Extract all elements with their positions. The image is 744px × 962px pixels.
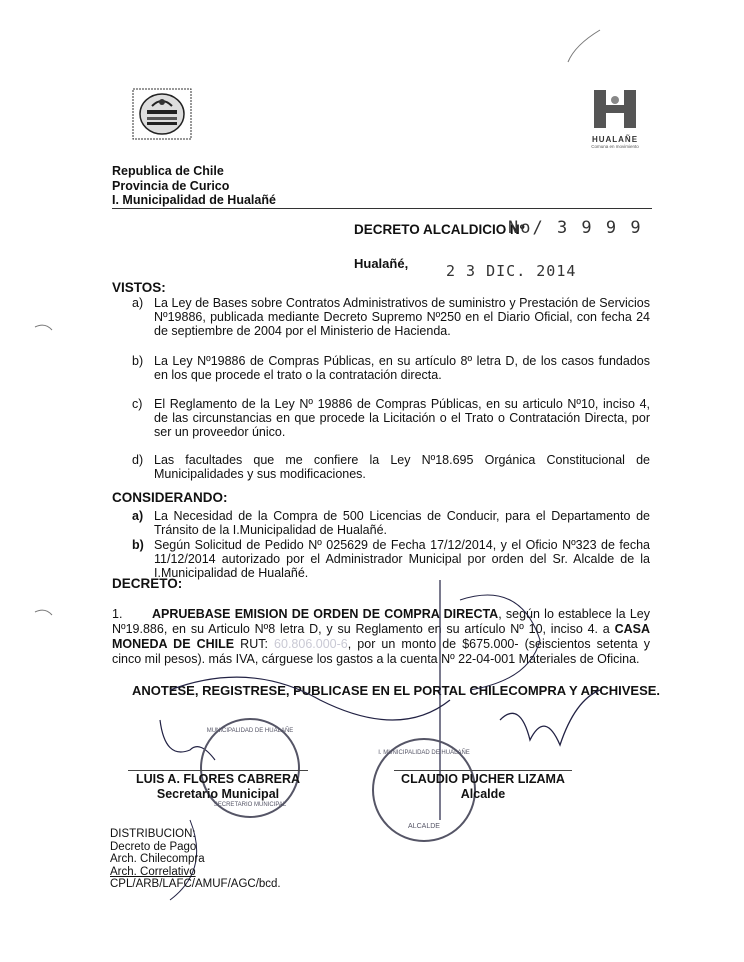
distribution-block [110, 828, 281, 891]
right-signatory-name: CLAUDIO PUCHER LIZAMA [401, 772, 565, 786]
decreto-paragraph-number: 1. [112, 607, 123, 621]
decreto-text-3: , por un monto de $675.000- (seiscientos setenta y cinco mil pesos). más IVA, cárguese los gastos a la cuenta Nº 22-04-001 Materiales de Oficina. [112, 637, 650, 666]
decreto-text-1: , según lo establece la Ley Nº19.886, en su Articulo Nº8 letra D, y su Reglamento en su artículo Nº 10, inciso 4. a [112, 607, 650, 636]
considerando-item-text: La Necesidad de la Compra de 500 Licencias de Conducir, para el Departamento de Tránsito de la I.Municipalidad de Hualañé. [154, 509, 650, 537]
secretary-stamp [200, 718, 300, 818]
considerando-item-label: a) [132, 509, 144, 523]
right-signature-line [394, 770, 572, 771]
distribution-line: CPL/ARB/LAFC/AMUF/AGC/bcd. [110, 878, 281, 890]
vistos-item-text: La Ley Nº19886 de Compras Públicas, en su artículo 8º letra D, de los casos fundados en los que procede el trato o la contratación directa. [154, 354, 650, 382]
vistos-item-text: La Ley de Bases sobre Contratos Administrativos de suministro y Prestación de Servicios Nº19886, publicada mediante Decreto Supremo Nº250 en el Diario Oficial, con fecha 24 de septiembre de 2004 por el Ministerio de Hacienda. [154, 296, 650, 338]
vistos-item-label: c) [132, 397, 143, 411]
decree-date-stamp: 2 3 DIC. 2014 [446, 262, 577, 280]
left-signatory-name: LUIS A. FLORES CABRERA [135, 772, 301, 786]
vistos-heading: VISTOS: [112, 280, 166, 295]
decreto-text-2: RUT: [234, 637, 275, 651]
brand-name: HUALAÑE [591, 135, 639, 144]
secretary-stamp-bottom: SECRETARIO MUNICIPAL [213, 802, 287, 808]
decree-title-label: DECRETO ALCALDICIO Nº [354, 222, 525, 237]
left-signatory-title: Secretario Municipal [156, 787, 280, 801]
vistos-item-text: Las facultades que me confiere la Ley Nº18.695 Orgánica Constitucional de Municipalidades y sus modificaciones. [154, 453, 650, 481]
decree-place: Hualañé, [354, 256, 409, 271]
left-signatory [128, 772, 308, 802]
right-signatory [394, 772, 572, 802]
vistos-item-label: a) [132, 296, 144, 310]
distribution-heading: DISTRIBUCION: [110, 828, 196, 840]
vistos-item-label: b) [132, 354, 144, 368]
header-line-province: Provincia de Curico [112, 178, 230, 193]
decreto-supplier: CASA MONEDA DE CHILE [112, 622, 650, 651]
header-line-country: Republica de Chile [112, 164, 224, 178]
distribution-line: Decreto de Pago [110, 840, 197, 853]
decree-number-handwritten: No/ 3 9 9 9 [508, 218, 643, 238]
closing-formula: ANOTESE, REGISTRESE, PUBLICASE EN EL PORTAL CHILECOMPRA Y ARCHIVESE. [132, 683, 661, 698]
mayor-stamp-top: I. MUNICIPALIDAD DE HUALAÑE [378, 750, 470, 756]
vistos-item-label: d) [132, 453, 144, 467]
right-signatory-title: Alcalde [460, 787, 506, 801]
mayor-stamp-bottom: ALCALDE [408, 823, 440, 830]
decreto-heading: DECRETO: [112, 576, 183, 591]
considerando-item-text: Según Solicitud de Pedido Nº 025629 de Fecha 17/12/2014, y el Oficio Nº323 de fecha 11/12/2014 autorizado por el Administrador Municipal por orden del Sr. Alcalde de la I.Municipalidad de Hualañé. [154, 538, 650, 580]
brand-tagline: Comuna en movimiento [591, 144, 639, 149]
header-line-municipality: I. Municipalidad de Hualañé [112, 193, 276, 207]
vistos-item-text: El Reglamento de la Ley Nº 19886 de Compras Públicas, en su articulo Nº10, inciso 4, de las circunstancias en que procede la Licitación o el Trato o Contratación Directa, por ser un proveedor único. [154, 397, 650, 439]
decreto-rut: 60.806.000-6 [274, 637, 348, 651]
decreto-approval: APRUEBASE EMISION DE ORDEN DE COMPRA DIRECTA [152, 607, 499, 621]
left-signature-line [128, 770, 308, 771]
secretary-stamp-top: MUNICIPALIDAD DE HUALAÑE [206, 728, 294, 734]
considerando-item-label: b) [132, 538, 144, 552]
distribution-line: Arch. Chilecompra [110, 853, 205, 865]
distribution-line: Arch. Correlativo [110, 865, 196, 878]
considerando-heading: CONSIDERANDO: [112, 490, 228, 505]
